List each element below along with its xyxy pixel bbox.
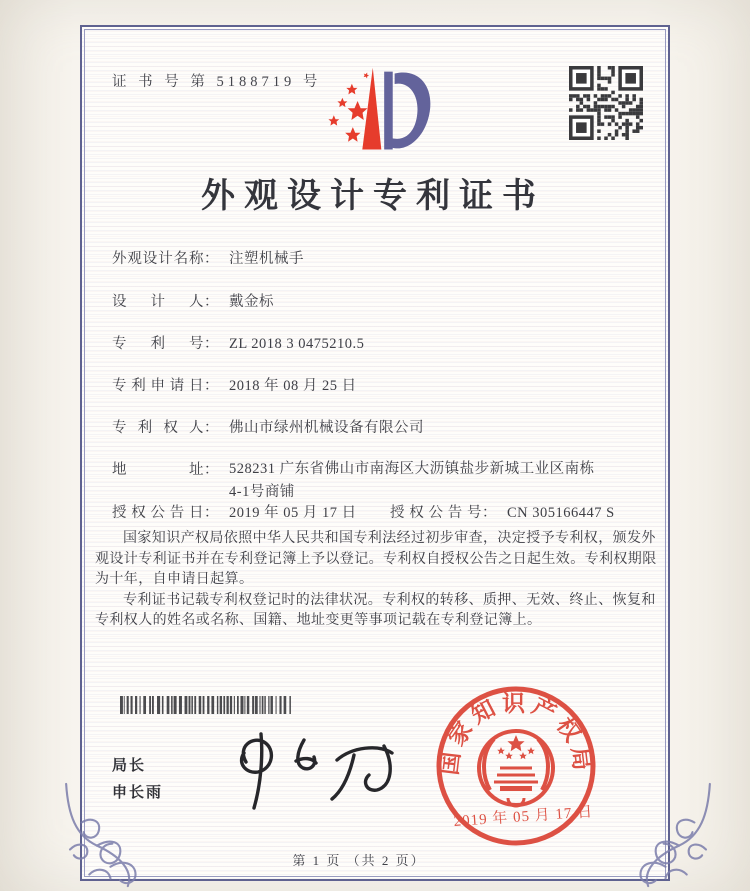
field-design-name [112,247,304,268]
national-emblem-icon [479,731,553,806]
field-value: 佛山市绿州机械设备有限公司 [229,420,424,436]
field-patentee [112,416,424,437]
field-grant-no [390,501,615,522]
issuer-name: 申长雨 [112,784,164,801]
barcode-icon [120,696,292,714]
field-grant-date [112,501,357,522]
colon: ： [204,294,219,310]
handwritten-signature-icon [224,728,409,820]
field-filing-date [112,374,357,395]
field-label: 授权公告日 [112,505,204,521]
colon: ： [204,378,219,394]
field-label: 地址 [112,462,204,478]
field-label: 专利申请日 [112,378,204,394]
field-label: 专利权人 [112,420,204,436]
legal-text-block [95,529,657,632]
field-value: 戴金标 [229,294,274,310]
field-value: 注塑机械手 [229,251,304,267]
colon: ： [204,505,219,521]
field-patent-no [112,332,364,353]
certificate-title: 外观设计专利证书 [201,178,545,215]
legal-paragraph: 专利证书记载专利权登记时的法律状况。专利权的转移、质押、无效、终止、恢复和专利权人的姓名或名称、国籍、地址变更等事项记载在专利登记簿上。 [95,592,656,628]
qr-code-icon [569,66,643,140]
seal-text: 国家知识产权局 [436,690,596,777]
field-label: 设计人 [112,294,204,310]
colon: ： [204,336,219,352]
field-designer [112,290,274,311]
field-value: 528231 广东省佛山市南海区大沥镇盐步新城工业区南栋4-1号商铺 [229,461,595,500]
svg-text:国家知识产权局 [437,691,595,777]
legal-paragraph: 国家知识产权局依照中华人民共和国专利法经过初步审查，决定授予专利权，颁发外观设计专利证书并在专利登记簿上予以登记。专利权自授权公告之日起生效。专利权期限为十年，自申请日起算。 [95,531,657,587]
colon: ： [204,420,219,436]
certificate-number: 证 书 号 第 5188719 号 [112,74,322,90]
corner-flourish-right-icon [588,782,718,888]
field-label: 授权公告号 [390,505,482,521]
colon: ： [482,505,497,521]
seal-date: 2019 年 05 月 17 日 [453,804,594,830]
corner-flourish-left-icon [58,782,188,888]
field-label: 专利号 [112,336,204,352]
issuer-title: 局长 [112,757,147,774]
field-label: 外观设计名称 [112,251,204,267]
page-number: 第 1 页 （共 2 页） [292,853,426,868]
field-value: 2018 年 08 月 25 日 [229,378,357,394]
colon: ： [204,462,219,478]
field-value: CN 305166447 S [507,505,615,521]
field-value: 2019 年 05 月 17 日 [229,505,357,521]
cnipa-logo-icon [323,64,433,159]
colon: ： [204,251,219,267]
field-address [112,458,601,504]
field-value: ZL 2018 3 0475210.5 [229,336,365,352]
